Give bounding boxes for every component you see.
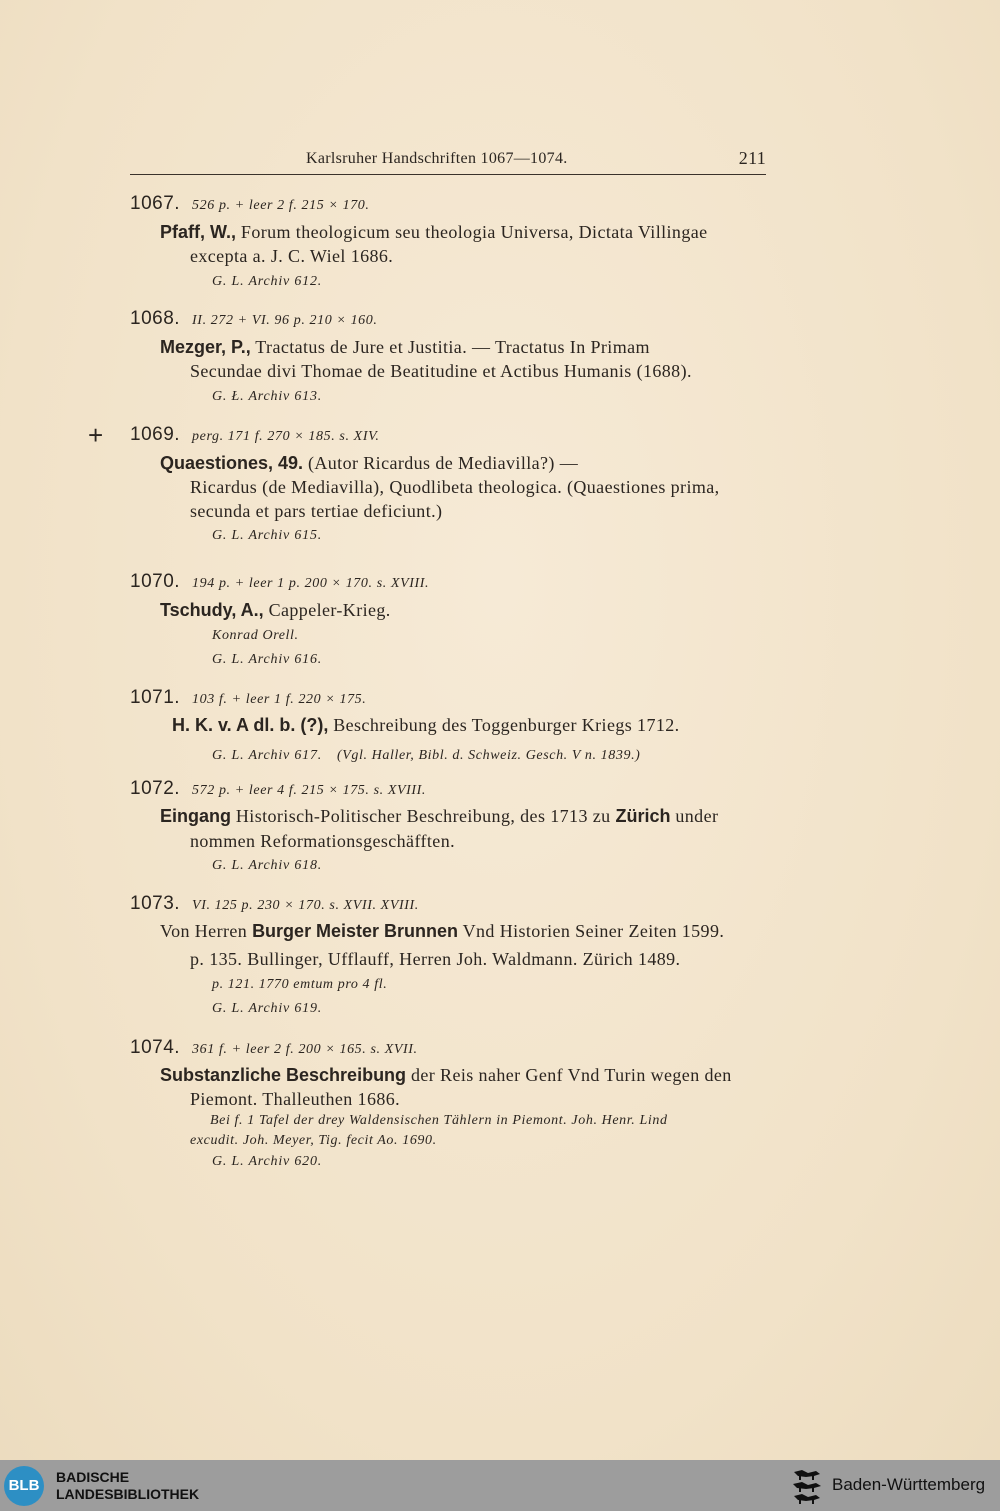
entry-note: Bei f. 1 Tafel der drey Waldensischen Tählern in Piemont. Joh. Henr. Lind [210,1113,668,1128]
entry-shelfmark: G. L. Archiv 617. [212,748,323,763]
lions-crest-icon [790,1466,824,1506]
entry-author: Tschudy, A., [160,600,264,620]
running-header [130,146,766,175]
entry-shelfmark: G. L. Archiv 618. [212,858,323,873]
entry-physical-description: VI. 125 p. 230 × 170. s. XVII. XVIII. [192,898,419,913]
entry-number: 1070. [130,571,181,592]
page-number: 211 [738,148,766,168]
entry-author: Pfaff, W., [160,222,236,242]
entry-shelfmark: G. L. Archiv 612. [212,274,323,289]
entry-title-line: excepta a. J. C. Wiel 1686. [190,246,394,266]
entry-number: 1074. [130,1037,181,1058]
entry-physical-description: 194 p. + leer 1 p. 200 × 170. s. XVIII. [192,576,430,591]
entry-physical-description: 361 f. + leer 2 f. 200 × 165. s. XVII. [192,1042,418,1057]
entry-shelfmark: G. L. Archiv 616. [212,652,323,667]
entry-note: (Vgl. Haller, Bibl. d. Schweiz. Gesch. V n. 1839.) [336,748,641,763]
blb-logo[interactable]: BLB [4,1466,44,1506]
entry-title-emphasis: Burger [252,921,312,941]
entry-title-line: secunda et pars tertiae deficiunt.) [190,501,443,521]
entry-number: 1071. [130,687,181,708]
entry-title-line: Beschreibung des Toggenburger Kriegs 1712. [333,715,680,735]
entry-title-emphasis: Zürich [615,806,671,826]
library-name[interactable] [56,1469,199,1503]
entry-title-line: Ricardus (de Mediavilla), Quodlibeta theologica. (Quaestiones prima, [190,477,720,497]
entry-author: Eingang [160,806,231,826]
entry-title-line: Cappeler-Krieg. [268,600,391,620]
entry-title-line: Piemont. Thalleuthen 1686. [190,1089,401,1109]
entry-number: 1069. [130,424,181,445]
entry-title-emphasis: Meister Brunnen [315,921,459,941]
entry-title-line: Tractatus de Jure et Justitia. — Tractatus In Primam [255,337,650,357]
entry-title-line: Historisch-Politischer Beschreibung, des 1713 zu [235,806,611,826]
entry-number: 1068. [130,308,181,329]
entry-author: Mezger, P., [160,337,251,357]
entry-number: 1072. [130,778,181,799]
entry-title-line: (Autor Ricardus de Mediavilla?) — [307,453,579,473]
entry-number: 1067. [130,193,181,214]
library-name-line: LANDESBIBLIOTHEK [56,1486,200,1502]
margin-plus-mark: + [88,420,104,450]
entry-shelfmark: G. L. Archiv 615. [212,528,323,543]
entry-title-line: Secundae divi Thomae de Beatitudine et Actibus Humanis (1688). [190,361,692,381]
entry-physical-description: II. 272 + VI. 96 p. 210 × 160. [192,313,378,328]
entry-title-line: under [675,806,719,826]
header-title: Karlsruher Handschriften 1067—1074. [306,150,568,167]
entry-title-line: Forum theologicum seu theologia Universa, Dictata Villingae [240,222,708,242]
entry-title-line: p. 135. Bullinger, Ufflauff, Herren Joh. Waldmann. Zürich 1489. [190,949,681,969]
entry-shelfmark: G. L. Archiv 620. [212,1154,323,1169]
entry-title-line: Von Herren [160,921,248,941]
library-name-line: BADISCHE [56,1469,130,1485]
entry-shelfmark: G. Ł. Archiv 613. [212,389,323,404]
entry-title-line: Vnd Historien Seiner Zeiten 1599. [462,921,725,941]
entry-author: Quaestiones, 49. [160,453,304,473]
entry-physical-description: 572 p. + leer 4 f. 215 × 175. s. XVIII. [192,783,427,798]
state-label[interactable]: Baden-Württemberg [832,1475,986,1494]
entry-number: 1073. [130,893,181,914]
entry-note: excudit. Joh. Meyer, Tig. fecit Ao. 1690. [190,1133,437,1148]
entry-shelfmark: G. L. Archiv 619. [212,1001,323,1016]
entry-note: Konrad Orell. [212,628,299,643]
entry-title-line: der Reis naher Genf Vnd Turin wegen den [410,1065,732,1085]
entry-physical-description: perg. 171 f. 270 × 185. s. XIV. [192,429,380,444]
footer-bar [0,1460,1000,1511]
entry-title-line: nommen Reformationsgeschäfften. [190,831,455,851]
entry-physical-description: 526 p. + leer 2 f. 215 × 170. [192,198,370,213]
entry-physical-description: 103 f. + leer 1 f. 220 × 175. [192,692,367,707]
entry-note: p. 121. 1770 emtum pro 4 fl. [212,977,388,992]
entry-author: H. K. v. A dl. b. (?), [172,715,329,735]
entry-author: Substanzliche Beschreibung [160,1065,407,1085]
